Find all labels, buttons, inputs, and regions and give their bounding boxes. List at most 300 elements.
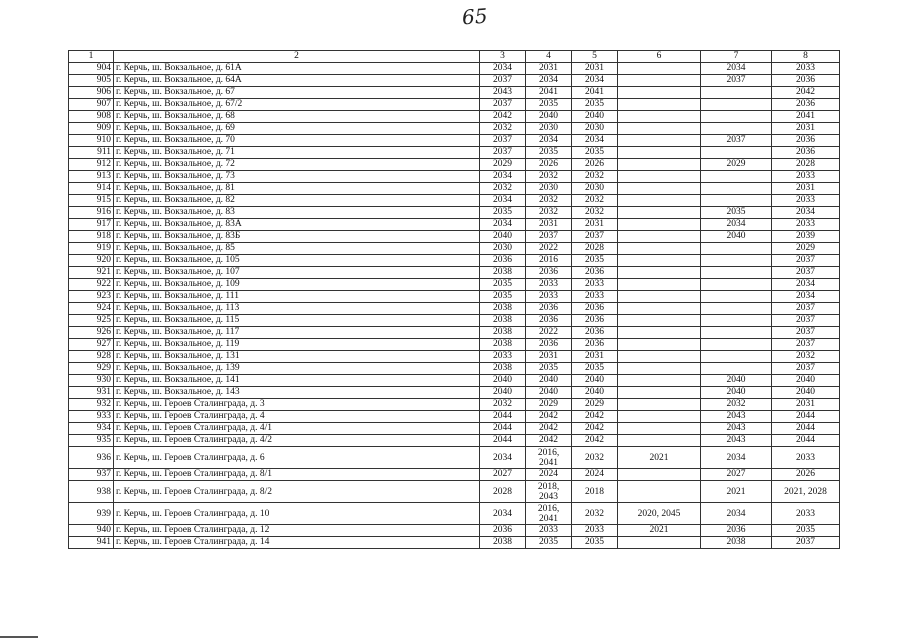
table-cell: 2035 [572, 363, 618, 375]
table-cell [701, 243, 772, 255]
table-row [69, 159, 840, 171]
table-row [69, 231, 840, 243]
table-row [69, 63, 840, 75]
table-cell [618, 411, 701, 423]
table-cell: 2036 [526, 339, 572, 351]
table-cell: 2022 [526, 327, 572, 339]
table-cell: 2037 [772, 327, 840, 339]
table-cell: г. Керчь, ш. Вокзальное, д. 131 [114, 351, 480, 363]
table-cell: г. Керчь, ш. Вокзальное, д. 113 [114, 303, 480, 315]
table-cell [618, 87, 701, 99]
table-cell: 2018, 2043 [526, 481, 572, 503]
table-row [69, 87, 840, 99]
table-cell: г. Керчь, ш. Героев Сталинграда, д. 8/1 [114, 469, 480, 481]
table-cell: 912 [69, 159, 114, 171]
table-cell: 2040 [572, 375, 618, 387]
table-cell: 2040 [772, 387, 840, 399]
table-cell: 2033 [480, 351, 526, 363]
table-cell: 2040 [572, 111, 618, 123]
table-cell: 2040 [772, 375, 840, 387]
header-cell: 7 [701, 51, 772, 63]
table-cell: 2036 [572, 339, 618, 351]
table-cell: 2021 [701, 481, 772, 503]
header-cell: 3 [480, 51, 526, 63]
table-cell: г. Керчь, ш. Вокзальное, д. 67 [114, 87, 480, 99]
table-cell: 2033 [772, 503, 840, 525]
table-cell: 2024 [572, 469, 618, 481]
table-cell: 2039 [772, 231, 840, 243]
table-cell: 2031 [526, 219, 572, 231]
table-cell: 2032 [572, 447, 618, 469]
table-cell: 2035 [480, 279, 526, 291]
table-cell: 2029 [526, 399, 572, 411]
table-row [69, 315, 840, 327]
table-row [69, 291, 840, 303]
table-cell [618, 315, 701, 327]
table-cell: г. Керчь, ш. Вокзальное, д. 82 [114, 195, 480, 207]
table-cell: г. Керчь, ш. Вокзальное, д. 115 [114, 315, 480, 327]
table-row [69, 207, 840, 219]
table-cell [618, 111, 701, 123]
table-cell: г. Керчь, ш. Вокзальное, д. 68 [114, 111, 480, 123]
table-cell: 2038 [480, 315, 526, 327]
table-cell: 934 [69, 423, 114, 435]
table-cell [618, 387, 701, 399]
table-cell: 2032 [526, 195, 572, 207]
table-cell: 2029 [701, 159, 772, 171]
table-cell: 2031 [526, 351, 572, 363]
table-row [69, 267, 840, 279]
table-cell: 2036 [526, 267, 572, 279]
table-cell [618, 255, 701, 267]
table-row [69, 351, 840, 363]
table-cell: 2036 [526, 303, 572, 315]
table-cell: 2038 [480, 267, 526, 279]
header-row [69, 51, 840, 63]
table-cell: 2035 [526, 147, 572, 159]
table-cell: 930 [69, 375, 114, 387]
table-cell: 939 [69, 503, 114, 525]
table-cell: 915 [69, 195, 114, 207]
table-cell: 2040 [480, 387, 526, 399]
table-cell: 2029 [772, 243, 840, 255]
table-cell: г. Керчь, ш. Вокзальное, д. 143 [114, 387, 480, 399]
table-row [69, 363, 840, 375]
table-cell: г. Керчь, ш. Вокзальное, д. 69 [114, 123, 480, 135]
table-cell: 2033 [772, 195, 840, 207]
table-cell: 920 [69, 255, 114, 267]
table-cell: 2044 [480, 423, 526, 435]
table-cell: 2034 [526, 75, 572, 87]
table-cell [701, 87, 772, 99]
table-row [69, 375, 840, 387]
table-cell: 2033 [572, 525, 618, 537]
table-cell: 2034 [701, 503, 772, 525]
table-cell: г. Керчь, ш. Героев Сталинграда, д. 4/1 [114, 423, 480, 435]
table-cell: г. Керчь, ш. Героев Сталинграда, д. 3 [114, 399, 480, 411]
table-cell: 909 [69, 123, 114, 135]
table-cell: 937 [69, 469, 114, 481]
table-row [69, 481, 840, 503]
table-cell [701, 255, 772, 267]
table-cell: 908 [69, 111, 114, 123]
table-cell: 2040 [701, 387, 772, 399]
table-cell: г. Керчь, ш. Вокзальное, д. 141 [114, 375, 480, 387]
table-cell: 2040 [480, 231, 526, 243]
table-cell: 2040 [701, 375, 772, 387]
table-cell: 2036 [701, 525, 772, 537]
header-cell: 5 [572, 51, 618, 63]
table-cell [618, 303, 701, 315]
table-cell: г. Керчь, ш. Вокзальное, д. 119 [114, 339, 480, 351]
table-cell: 2026 [526, 159, 572, 171]
table-cell: 913 [69, 171, 114, 183]
table-cell: 928 [69, 351, 114, 363]
table-cell: 2032 [572, 503, 618, 525]
table-cell: г. Керчь, ш. Вокзальное, д. 83Б [114, 231, 480, 243]
table-cell: 2040 [701, 231, 772, 243]
table-cell: 2036 [772, 135, 840, 147]
table-row [69, 255, 840, 267]
table-cell [701, 99, 772, 111]
table-cell: 2035 [701, 207, 772, 219]
table-cell: 2026 [772, 469, 840, 481]
table-cell: 911 [69, 147, 114, 159]
table-row [69, 387, 840, 399]
table-row [69, 279, 840, 291]
table-cell: 2033 [772, 447, 840, 469]
table-cell: 2038 [480, 303, 526, 315]
header-cell: 8 [772, 51, 840, 63]
table-cell: 2043 [701, 435, 772, 447]
table-row [69, 111, 840, 123]
table-cell [618, 363, 701, 375]
table-row [69, 183, 840, 195]
table-cell: 2037 [480, 99, 526, 111]
table-cell: 2035 [572, 147, 618, 159]
table-cell: г. Керчь, ш. Вокзальное, д. 85 [114, 243, 480, 255]
table-cell [618, 207, 701, 219]
table-row [69, 525, 840, 537]
table-cell: 933 [69, 411, 114, 423]
table-cell: г. Керчь, ш. Героев Сталинграда, д. 4 [114, 411, 480, 423]
table-cell: 914 [69, 183, 114, 195]
table-cell: 2037 [772, 339, 840, 351]
table-cell: 2034 [701, 447, 772, 469]
table-cell: г. Керчь, ш. Вокзальное, д. 81 [114, 183, 480, 195]
table-cell [618, 423, 701, 435]
table-cell: 2034 [772, 279, 840, 291]
table-cell: 2018 [572, 481, 618, 503]
table-cell: 2035 [572, 255, 618, 267]
table-cell: 2042 [572, 435, 618, 447]
table-cell [618, 231, 701, 243]
table-cell: 2042 [772, 87, 840, 99]
table-cell: 2037 [480, 147, 526, 159]
table-cell [618, 339, 701, 351]
table-cell: 910 [69, 135, 114, 147]
table-row [69, 99, 840, 111]
table-cell [701, 111, 772, 123]
table-cell: 2027 [701, 469, 772, 481]
table-cell: 2030 [572, 183, 618, 195]
table-cell: 2033 [772, 219, 840, 231]
table-cell: 2041 [772, 111, 840, 123]
table-cell: 2043 [701, 411, 772, 423]
table-cell [618, 219, 701, 231]
table-cell: 2034 [480, 63, 526, 75]
table-cell: 931 [69, 387, 114, 399]
table-cell: 2022 [526, 243, 572, 255]
table-row [69, 503, 840, 525]
table-cell: 2044 [772, 435, 840, 447]
table-cell: 2026 [572, 159, 618, 171]
table-cell [618, 183, 701, 195]
table-cell: 2034 [572, 135, 618, 147]
table-cell [618, 99, 701, 111]
table-cell: 925 [69, 315, 114, 327]
table-cell: 2036 [480, 255, 526, 267]
table-cell: г. Керчь, ш. Вокзальное, д. 139 [114, 363, 480, 375]
table-cell: 2042 [526, 423, 572, 435]
table-cell: 2020, 2045 [618, 503, 701, 525]
table-cell [701, 363, 772, 375]
table-cell [618, 351, 701, 363]
table-cell: 2028 [480, 481, 526, 503]
table-cell: г. Керчь, ш. Вокзальное, д. 73 [114, 171, 480, 183]
table-cell: 2016 [526, 255, 572, 267]
table-cell: 929 [69, 363, 114, 375]
table-cell: 906 [69, 87, 114, 99]
table-cell: 2038 [480, 327, 526, 339]
table-cell: 2031 [572, 63, 618, 75]
table-cell: 2030 [526, 123, 572, 135]
table-cell: 926 [69, 327, 114, 339]
table-cell: 2035 [480, 207, 526, 219]
table-row [69, 411, 840, 423]
table-cell: 2042 [572, 423, 618, 435]
table-row [69, 171, 840, 183]
table-cell: 2035 [572, 99, 618, 111]
scan-edge-mark [0, 636, 38, 638]
table-cell: г. Керчь, ш. Вокзальное, д. 111 [114, 291, 480, 303]
table-cell: г. Керчь, ш. Героев Сталинграда, д. 6 [114, 447, 480, 469]
table-cell: 2035 [526, 99, 572, 111]
table-cell [618, 375, 701, 387]
table-cell: 2040 [480, 375, 526, 387]
table-cell [701, 171, 772, 183]
table-cell: 923 [69, 291, 114, 303]
table-cell: 2036 [572, 303, 618, 315]
table-cell: 2031 [772, 399, 840, 411]
table-cell: 2036 [526, 315, 572, 327]
table-cell: 2040 [526, 111, 572, 123]
table-cell: 921 [69, 267, 114, 279]
table-cell: 2037 [772, 267, 840, 279]
table-cell: 2032 [772, 351, 840, 363]
table-cell: 2044 [772, 411, 840, 423]
table-cell: 2034 [480, 503, 526, 525]
table-cell: г. Керчь, ш. Вокзальное, д. 105 [114, 255, 480, 267]
table-cell: г. Керчь, ш. Вокзальное, д. 107 [114, 267, 480, 279]
table-cell: 2042 [572, 411, 618, 423]
table-cell [618, 75, 701, 87]
table-row [69, 195, 840, 207]
table-cell: 2035 [572, 537, 618, 549]
table-cell: 924 [69, 303, 114, 315]
table-cell: 2037 [701, 135, 772, 147]
table-cell: 2034 [480, 171, 526, 183]
table-cell: г. Керчь, ш. Вокзальное, д. 83А [114, 219, 480, 231]
table-cell: г. Керчь, ш. Вокзальное, д. 61А [114, 63, 480, 75]
table-cell: 2031 [772, 183, 840, 195]
table-row [69, 339, 840, 351]
table-row [69, 447, 840, 469]
table-cell: 2044 [480, 411, 526, 423]
table-cell: 2042 [526, 411, 572, 423]
table-cell [701, 315, 772, 327]
table-cell: 2029 [572, 399, 618, 411]
table-cell: 2031 [772, 123, 840, 135]
table-cell: 2037 [772, 537, 840, 549]
table-row [69, 147, 840, 159]
table-cell: 2037 [480, 75, 526, 87]
table-cell [618, 243, 701, 255]
table-cell [701, 339, 772, 351]
table-cell: 917 [69, 219, 114, 231]
table-cell: 2034 [772, 291, 840, 303]
table-cell: 916 [69, 207, 114, 219]
table-cell: 2032 [572, 171, 618, 183]
table-cell: 2037 [772, 303, 840, 315]
table-cell: 2040 [572, 387, 618, 399]
table-cell: 2037 [701, 75, 772, 87]
table-cell: 2032 [480, 123, 526, 135]
table-cell: 2031 [572, 219, 618, 231]
table-cell: 2036 [572, 327, 618, 339]
table-cell: 2029 [480, 159, 526, 171]
table-cell: 2036 [572, 267, 618, 279]
table-cell: 2033 [572, 291, 618, 303]
table-cell: г. Керчь, ш. Вокзальное, д. 71 [114, 147, 480, 159]
table-row [69, 75, 840, 87]
table-cell [701, 351, 772, 363]
table-cell: 905 [69, 75, 114, 87]
table-cell: 936 [69, 447, 114, 469]
table-cell: г. Керчь, ш. Героев Сталинграда, д. 10 [114, 503, 480, 525]
table-row [69, 219, 840, 231]
table-cell: 2027 [480, 469, 526, 481]
table-cell [701, 123, 772, 135]
table-cell: 2030 [526, 183, 572, 195]
header-cell: 1 [69, 51, 114, 63]
table-cell: 2044 [480, 435, 526, 447]
table-cell [701, 147, 772, 159]
table-row [69, 123, 840, 135]
table-cell: 2034 [480, 195, 526, 207]
table-cell: 2028 [572, 243, 618, 255]
table-cell [618, 327, 701, 339]
table-cell: 2030 [572, 123, 618, 135]
table-cell [618, 291, 701, 303]
table-cell: 2016, 2041 [526, 447, 572, 469]
table-cell: 2034 [526, 135, 572, 147]
table-cell: 941 [69, 537, 114, 549]
table-cell: 2033 [772, 63, 840, 75]
table-row [69, 435, 840, 447]
table-cell: 2033 [526, 525, 572, 537]
table-cell: 2036 [772, 99, 840, 111]
table-cell: 2031 [526, 63, 572, 75]
table-cell [618, 267, 701, 279]
table-cell: г. Керчь, ш. Героев Сталинграда, д. 8/2 [114, 481, 480, 503]
table-cell: 2034 [480, 447, 526, 469]
table-row [69, 423, 840, 435]
page-number: 65 [461, 3, 489, 30]
table-cell [618, 123, 701, 135]
table-cell: 922 [69, 279, 114, 291]
table-cell: 2032 [572, 195, 618, 207]
table-cell: 2037 [772, 363, 840, 375]
table-cell: 2036 [772, 75, 840, 87]
table-cell: 2038 [480, 339, 526, 351]
table-cell [701, 327, 772, 339]
table-cell: 2034 [701, 63, 772, 75]
table-cell [618, 159, 701, 171]
table-cell: 2021 [618, 447, 701, 469]
table-cell: 2036 [772, 147, 840, 159]
table-cell: 2038 [480, 537, 526, 549]
table-cell: 932 [69, 399, 114, 411]
table-cell: 2032 [480, 399, 526, 411]
table-cell: 2030 [480, 243, 526, 255]
table-cell [701, 267, 772, 279]
table-cell: 2035 [480, 291, 526, 303]
table-cell [618, 63, 701, 75]
table-cell: 2034 [572, 75, 618, 87]
table-cell: 927 [69, 339, 114, 351]
table-cell [618, 135, 701, 147]
table-cell: 2037 [572, 231, 618, 243]
table-cell: 2043 [480, 87, 526, 99]
table-row [69, 469, 840, 481]
table-cell: 2041 [526, 87, 572, 99]
schedule-table [68, 50, 840, 549]
table-row [69, 399, 840, 411]
table-cell: 2032 [572, 207, 618, 219]
table-cell: г. Керчь, ш. Вокзальное, д. 64А [114, 75, 480, 87]
table-cell: 2021 [618, 525, 701, 537]
table-cell [618, 195, 701, 207]
table-cell: 2031 [572, 351, 618, 363]
table-cell: 938 [69, 481, 114, 503]
table-cell: 2028 [772, 159, 840, 171]
table-cell: 2040 [526, 375, 572, 387]
table-cell [618, 279, 701, 291]
table-row [69, 135, 840, 147]
table-cell: 940 [69, 525, 114, 537]
table-cell: 2038 [701, 537, 772, 549]
table-cell: г. Керчь, ш. Вокзальное, д. 83 [114, 207, 480, 219]
table-cell: 2037 [772, 255, 840, 267]
table-cell: 2037 [526, 231, 572, 243]
table-row [69, 327, 840, 339]
table-body [69, 63, 840, 549]
table-cell [618, 147, 701, 159]
table-row [69, 537, 840, 549]
table-cell: 2037 [480, 135, 526, 147]
table-cell: 2041 [572, 87, 618, 99]
